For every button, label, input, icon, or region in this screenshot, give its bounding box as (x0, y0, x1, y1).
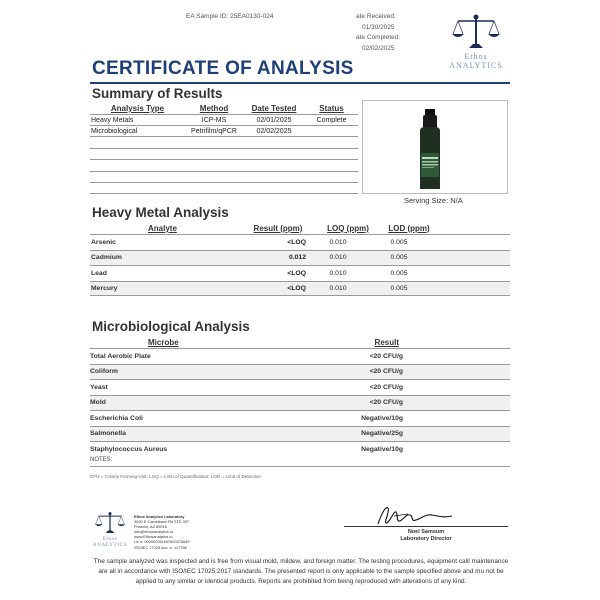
table-row: Cadmium 0.012 0.010 0.005 (90, 250, 510, 266)
table-row-empty (90, 159, 358, 171)
col-microbe: Microbe (148, 337, 179, 347)
date-received-value: 01/30/2025 (362, 23, 395, 31)
sample-id: EA Sample ID: 25EA0130-024 (186, 13, 274, 20)
date-completed-value: 02/02/2025 (362, 44, 395, 52)
date-received-label: ate Received: (356, 13, 396, 20)
micro-header-row (90, 336, 510, 348)
ethos-logo (444, 12, 508, 78)
table-row: Heavy Metals ICP-MS 02/01/2025 Complete (90, 114, 358, 125)
col-status: Status (319, 104, 344, 113)
lab-info (134, 514, 190, 550)
col-method: Method (199, 104, 229, 113)
date-completed-label: ate Completed: (356, 34, 401, 41)
col-loq: LOQ (ppm) (327, 223, 369, 233)
col-lod: LOD (ppm) (388, 223, 430, 233)
table-row-empty (90, 182, 358, 194)
table-row-empty (90, 148, 358, 160)
table-row-empty (90, 136, 358, 148)
signature-line (344, 526, 508, 527)
col-result: Result (ppm) (253, 223, 303, 233)
lab-license: Lic #: 00000026LNCN00376649 (134, 539, 190, 545)
disclaimer: The sample analyzed was inspected and is free from visual mold, mildew, and foreign matter. The testing procedures, equipment calil maintenance are all in accordance with ISO/IEC 17025:2017 standards. The presented report is only applicable to the sample specified above and mu not be applied to any similar or identical products. Reports are prohibited from being reproduced with alterations of any kind. (93, 558, 509, 585)
lab-address-2: Phoenix, AZ 85016 (134, 524, 167, 530)
product-photo (362, 100, 508, 194)
dates-block (356, 12, 400, 54)
scales-of-justice-icon (444, 12, 508, 52)
signer-name: Noel Samsum (407, 529, 445, 535)
lab-website[interactable]: www.Ethosanalytics.io (134, 534, 173, 540)
table-row: Total Aerobic Plate <20 CFU/g (90, 348, 510, 364)
logo-wordmark-footer: Ethos ANALYTICS (92, 536, 128, 548)
director-signature (374, 502, 454, 528)
col-analysis-type: Analysis Type (110, 104, 165, 113)
tincture-bottle-image (363, 101, 509, 195)
table-row: Microbiological Petrifilm/qPCR 02/02/2025 (90, 125, 358, 136)
heavy-metal-title: Heavy Metal Analysis (92, 205, 229, 220)
title-divider (90, 82, 510, 84)
signer-block (344, 529, 508, 543)
table-row: Mercury <LOQ 0.010 0.005 (90, 281, 510, 297)
lab-name: Ethos Analytics Laboratory (134, 514, 185, 519)
heavy-metal-header-row (90, 222, 510, 234)
table-row-empty (90, 171, 358, 183)
logo-wordmark: Ethos ANALYTICS (449, 52, 503, 70)
micro-title: Microbiological Analysis (92, 319, 250, 334)
table-row: Escherichia Coli Negative/10g (90, 410, 510, 426)
scales-of-justice-icon (90, 510, 130, 536)
table-row: Yeast <20 CFU/g (90, 379, 510, 395)
table-row: Staphylococcus Aureus Negative/10g (90, 441, 510, 457)
table-row: Coliform <20 CFU/g (90, 364, 510, 380)
micro-rows (90, 348, 510, 457)
micro-table (90, 336, 510, 457)
serving-size: Serving Size: N/A (404, 196, 463, 205)
summary-header-row (90, 103, 358, 114)
heavy-metal-table (90, 222, 510, 296)
summary-title: Summary of Results (92, 86, 223, 101)
table-row: Mold <20 CFU/g (90, 395, 510, 411)
lab-email[interactable]: info@ethosanalytics.io (134, 529, 173, 535)
notes-divider (90, 466, 510, 467)
ethos-logo-footer (90, 510, 130, 552)
table-row: Salmonella Negative/25g (90, 426, 510, 442)
lab-address-1: 3020 E Camelback Rd STE 397 (134, 519, 190, 525)
signer-title: Laboratory Director (400, 536, 452, 542)
summary-table (90, 103, 358, 194)
abbreviation-legend: CFU = Colony Forming Unit; LOQ = Limit of Quantification; LOD = Limit of Detection (90, 474, 261, 479)
page-title: CERTIFICATE OF ANALYSIS (92, 58, 354, 79)
col-date-tested: Date Tested (251, 104, 297, 113)
col-analyte: Analyte (148, 223, 177, 233)
heavy-metal-rows (90, 234, 510, 296)
table-row: Arsenic <LOQ 0.010 0.005 (90, 234, 510, 250)
col-micro-result: Result (374, 337, 399, 347)
lab-accreditation: ISO/IEC 17025 Acc. #: 117798 (134, 544, 187, 550)
notes-label: NOTES: (90, 457, 113, 463)
table-row: Lead <LOQ 0.010 0.005 (90, 265, 510, 281)
